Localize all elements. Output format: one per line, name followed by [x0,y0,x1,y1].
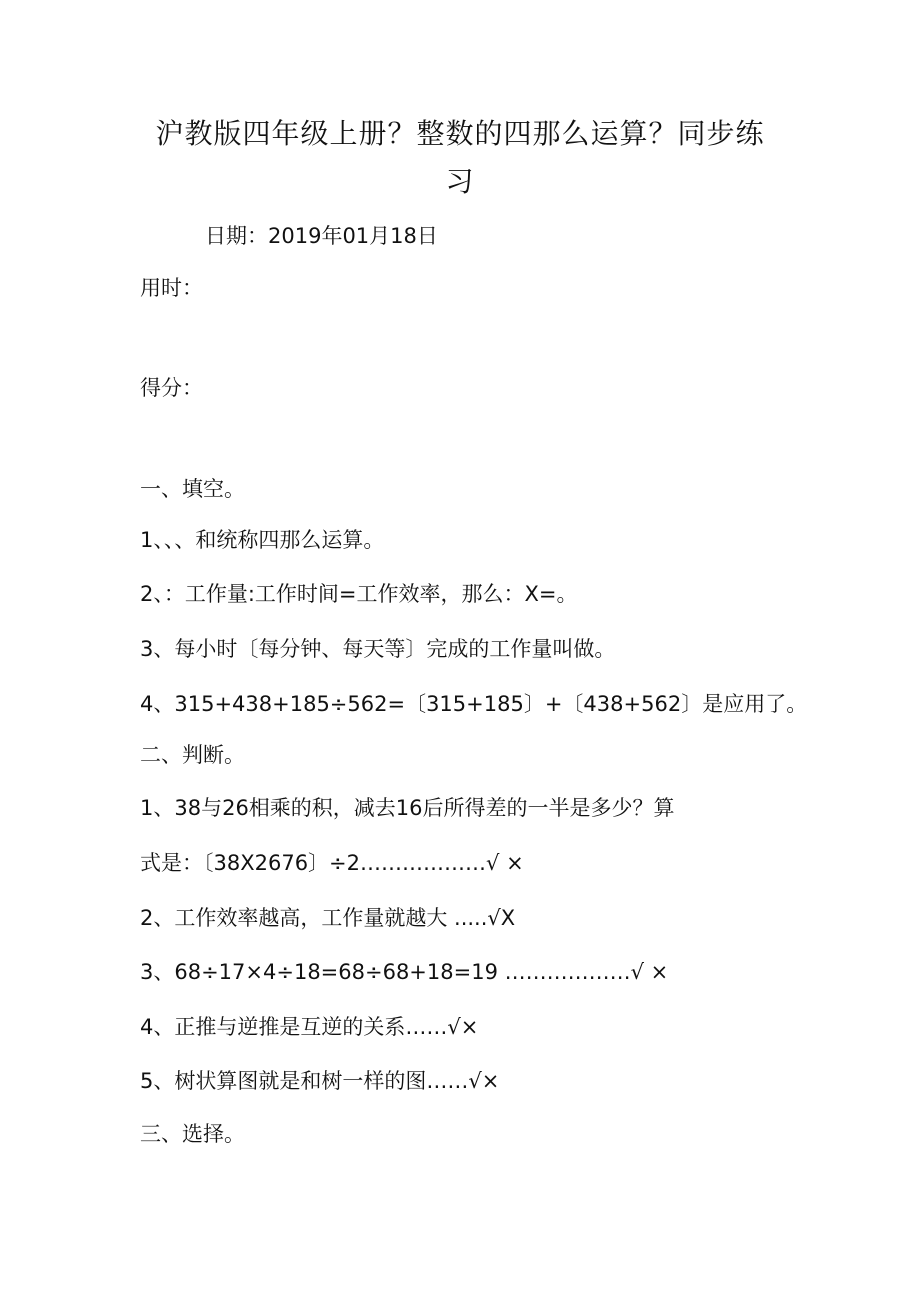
page-title-line-1: 沪教版四年级上册？整数的四那么运算？同步练 [155,117,765,150]
judge-item-2: 2、工作效率越高，工作量就越大 .....√X [140,906,516,930]
section-judge-heading: 二、判断。 [140,743,245,767]
judge-item-3: 3、68÷17×4÷18=68÷68+18=19 ………………√ × [140,960,669,984]
page-title-line-2: 习 [445,165,475,198]
section-fill-blank-heading: 一、填空。 [140,477,245,501]
judge-item-5: 5、树状算图就是和树一样的图……√× [140,1069,500,1093]
fill-blank-item-1: 1、、、和统称四那么运算。 [140,528,385,552]
time-used-line: 用时： [140,276,203,300]
date-line: 日期：2019年01月18日 [205,224,438,248]
fill-blank-item-4: 4、315+438+185÷562=〔315+185〕+〔438+562〕是应用了。 [140,692,808,716]
judge-item-1: 1、38与26相乘的积，减去16后所得差的一半是多少？算 [140,796,675,820]
judge-item-4: 4、正推与逆推是互逆的关系……√× [140,1015,479,1039]
judge-item-1-formula: 式是：〔38X2676〕÷2………………√ × [140,851,524,875]
fill-blank-item-3: 3、每小时〔每分钟、每天等〕完成的工作量叫做。 [140,637,616,661]
section-choice-heading: 三、选择。 [140,1122,245,1146]
score-line: 得分： [140,376,203,400]
fill-blank-item-2: 2、：工作量:工作时间=工作效率，那么：X=。 [140,582,578,606]
